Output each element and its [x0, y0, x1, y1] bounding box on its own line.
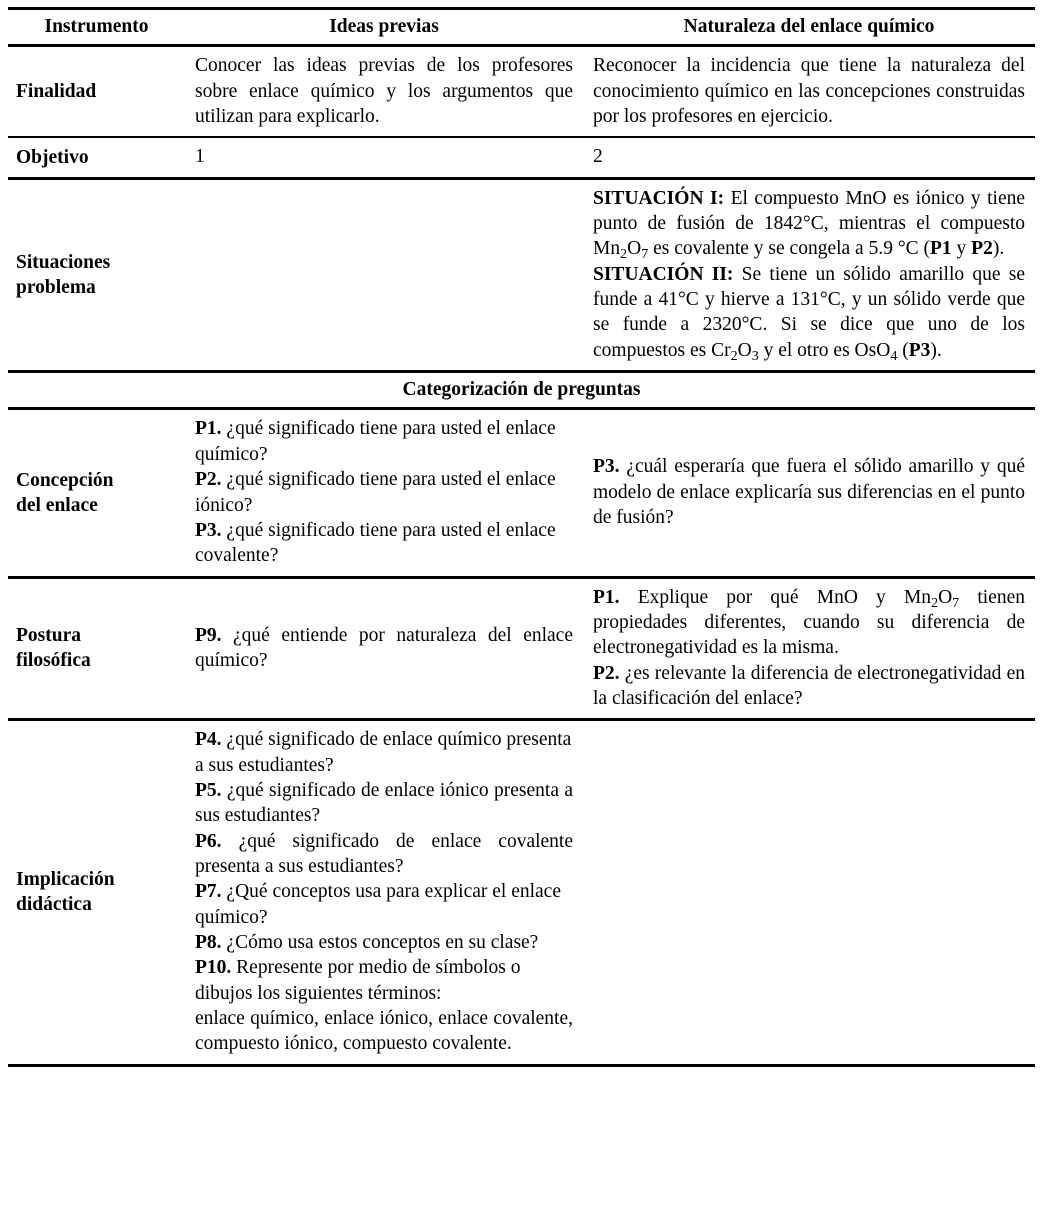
table-header-row: [8, 9, 1035, 46]
concepcion-label-line1: Concepción: [16, 469, 114, 491]
situacion-2-paragraph: [593, 262, 1025, 363]
situacion-1-text-end: ).: [992, 238, 1005, 260]
table-band-row-categorizacion: [8, 372, 1035, 409]
row-label-postura-filosofica: [8, 577, 185, 720]
situacion-1-paragraph: [593, 186, 1025, 262]
cell-implicacion-naturaleza: [583, 720, 1035, 1065]
implicacion-p4-tag: P4.: [195, 729, 222, 751]
situacion-1-tag: SITUACIÓN I:: [593, 187, 725, 209]
implicacion-p8-tag: P8.: [195, 932, 222, 953]
cell-objetivo-ideas: [185, 137, 583, 178]
cell-postura-naturaleza: [583, 577, 1035, 720]
table-row-finalidad: [8, 46, 1035, 138]
situacion-2-text-o: O: [737, 339, 752, 361]
implicacion-p6-tag: P6.: [195, 830, 222, 852]
cell-situaciones-naturaleza: [583, 178, 1035, 371]
concepcion-naturaleza-p3-text: ¿cuál esperaría que fuera el sólido amarillo y qué modelo de enlace explicaría sus diferencias en el punto de fusión?: [593, 456, 1025, 529]
situacion-1-text-c: es covalente y se congela a 5.9 °C (: [648, 238, 930, 260]
concepcion-question-p2: [195, 467, 573, 518]
objetivo-ideas-text: 1: [195, 146, 205, 168]
postura-label-line2: filosófica: [16, 650, 91, 672]
cell-finalidad-ideas: [185, 46, 583, 138]
postura-naturaleza-question-p1: [593, 585, 1025, 661]
postura-question-p9: [195, 623, 573, 674]
cell-concepcion-ideas: [185, 409, 583, 577]
implicacion-p5-text: ¿qué significado de enlace iónico presenta a sus estudiantes?: [195, 779, 573, 827]
situacion-1-ref-p1: P1: [930, 238, 952, 260]
postura-naturaleza-p1-sub-2: 2: [931, 594, 939, 611]
situacion-1-sub-2: 2: [620, 246, 628, 263]
implicacion-p5-tag: P5.: [195, 779, 222, 801]
cell-objetivo-naturaleza: [583, 137, 1035, 178]
concepcion-p3-tag: P3.: [195, 519, 222, 541]
situacion-2-tag: SITUACIÓN II:: [593, 263, 734, 285]
implicacion-question-p4: [195, 727, 573, 778]
implicacion-p6-text: ¿qué significado de enlace covalente presenta a sus estudiantes?: [195, 830, 573, 877]
implicacion-question-p7: [195, 879, 573, 930]
cell-implicacion-ideas: [185, 720, 583, 1065]
postura-naturaleza-p2-tag: P2.: [593, 662, 620, 684]
situaciones-label-line2: problema: [16, 276, 96, 298]
implicacion-p7-text: ¿Qué conceptos usa para explicar el enlace químico?: [195, 881, 561, 928]
implicacion-label-line2: didáctica: [16, 894, 92, 916]
implicacion-p4-text: ¿qué significado de enlace químico presenta a sus estudiantes?: [195, 729, 572, 776]
situacion-2-ref-p3: P3: [908, 339, 931, 361]
concepcion-p1-text: ¿qué significado tiene para usted el enlace químico?: [195, 418, 556, 465]
implicacion-p10-tag: P10.: [195, 957, 232, 979]
implicacion-question-p10: [195, 955, 573, 1006]
situacion-2-text-end: ).: [930, 339, 942, 361]
postura-naturaleza-p1-sub-7: 7: [952, 594, 960, 611]
situacion-1-text-a: El compuesto MnO es iónico y tiene punto de fusión de 1842°C, mientras el compuesto Mn: [593, 187, 1026, 260]
situacion-1-sub-7: 7: [641, 246, 649, 263]
implicacion-question-p6: [195, 829, 573, 880]
band-label-categorizacion: Categorización de preguntas: [8, 372, 1035, 409]
implicacion-p8-text: ¿Cómo usa estos conceptos en su clase?: [221, 932, 539, 953]
row-label-objetivo: Objetivo: [8, 137, 185, 178]
postura-naturaleza-p1-text-c: tienen propiedades diferentes, cuando su diferencia de electronegatividad es la misma.: [593, 586, 1025, 659]
concepcion-p2-tag: P2.: [195, 469, 222, 491]
implicacion-question-p5: [195, 778, 573, 829]
column-header-naturaleza: Naturaleza del enlace químico: [583, 9, 1035, 46]
cell-postura-ideas: [185, 577, 583, 720]
row-label-implicacion-didactica: [8, 720, 185, 1065]
table-row-implicacion-didactica: [8, 720, 1035, 1065]
finalidad-naturaleza-text: Reconocer la incidencia que tiene la naturaleza del conocimiento químico en las concepciones construidas por los profesores en ejercicio.: [593, 55, 1025, 128]
implicacion-label-line1: Implicación: [16, 869, 115, 891]
table-row-objetivo: [8, 137, 1035, 178]
postura-naturaleza-question-p2: [593, 661, 1025, 712]
implicacion-p10-text: Represente por medio de símbolos o dibujos los siguientes términos:: [195, 957, 521, 1004]
postura-label-line1: Postura: [16, 625, 81, 647]
postura-naturaleza-p2-text: ¿es relevante la diferencia de electronegatividad en la clasificación del enlace?: [593, 662, 1025, 709]
table-row-concepcion-del-enlace: [8, 409, 1035, 577]
concepcion-question-p1: [195, 416, 573, 467]
situacion-2-sub-4: 4: [890, 347, 898, 364]
table-row-postura-filosofica: [8, 577, 1035, 720]
situacion-1-ref-p2: P2: [971, 238, 993, 260]
postura-naturaleza-p1-text-a: Explique por qué MnO y Mn: [619, 586, 932, 608]
finalidad-ideas-text: Conocer las ideas previas de los profesores sobre enlace químico y los argumentos que utilizan para explicarlo.: [195, 55, 573, 128]
implicacion-p7-tag: P7.: [195, 881, 222, 903]
implicacion-p10-term-list: enlace químico, enlace iónico, enlace covalente, compuesto iónico, compuesto covalente.: [195, 1008, 573, 1055]
situacion-2-sub-2: 2: [730, 347, 738, 364]
concepcion-p1-tag: P1.: [195, 418, 222, 440]
row-label-concepcion-del-enlace: [8, 409, 185, 577]
column-header-ideas-previas: Ideas previas: [185, 9, 583, 46]
column-header-instrumento: Instrumento: [8, 9, 185, 46]
table-row-situaciones-problema: [8, 178, 1035, 371]
situacion-2-text-d: (: [897, 339, 909, 361]
postura-p9-tag: P9.: [195, 624, 222, 646]
concepcion-p2-text: ¿qué significado tiene para usted el enlace iónico?: [195, 469, 556, 516]
situacion-2-text-a: Se tiene un sólido amarillo que se funde a 41°C y hierve a 131°C, y un sólido verde que se funde a 2320°C. Si se dice que uno de los compuestos es Cr: [593, 263, 1025, 361]
concepcion-question-p3: [195, 518, 573, 569]
concepcion-label-line2: del enlace: [16, 495, 98, 516]
situacion-1-text-o: O: [627, 238, 642, 260]
postura-naturaleza-p1-text-o: O: [938, 586, 953, 608]
cell-situaciones-ideas: [185, 178, 583, 371]
situacion-2-text-c: y el otro es OsO: [758, 339, 891, 361]
cell-finalidad-naturaleza: [583, 46, 1035, 138]
concepcion-naturaleza-question-p3: [593, 454, 1025, 530]
situaciones-label-line1: Situaciones: [16, 251, 111, 273]
cell-concepcion-naturaleza: [583, 409, 1035, 577]
implicacion-question-p8: [195, 930, 573, 955]
situacion-2-sub-3: 3: [751, 347, 759, 364]
situacion-1-conj: y: [951, 238, 972, 260]
instrument-table: [8, 7, 1035, 1067]
row-label-finalidad: Finalidad: [8, 46, 185, 138]
postura-naturaleza-p1-tag: P1.: [593, 586, 620, 608]
concepcion-p3-text: ¿qué significado tiene para usted el enlace covalente?: [195, 519, 556, 567]
objetivo-naturaleza-text: 2: [593, 146, 603, 168]
row-label-situaciones-problema: [8, 178, 185, 371]
postura-p9-text: ¿qué entiende por naturaleza del enlace químico?: [195, 624, 573, 671]
concepcion-naturaleza-p3-tag: P3.: [593, 456, 620, 478]
